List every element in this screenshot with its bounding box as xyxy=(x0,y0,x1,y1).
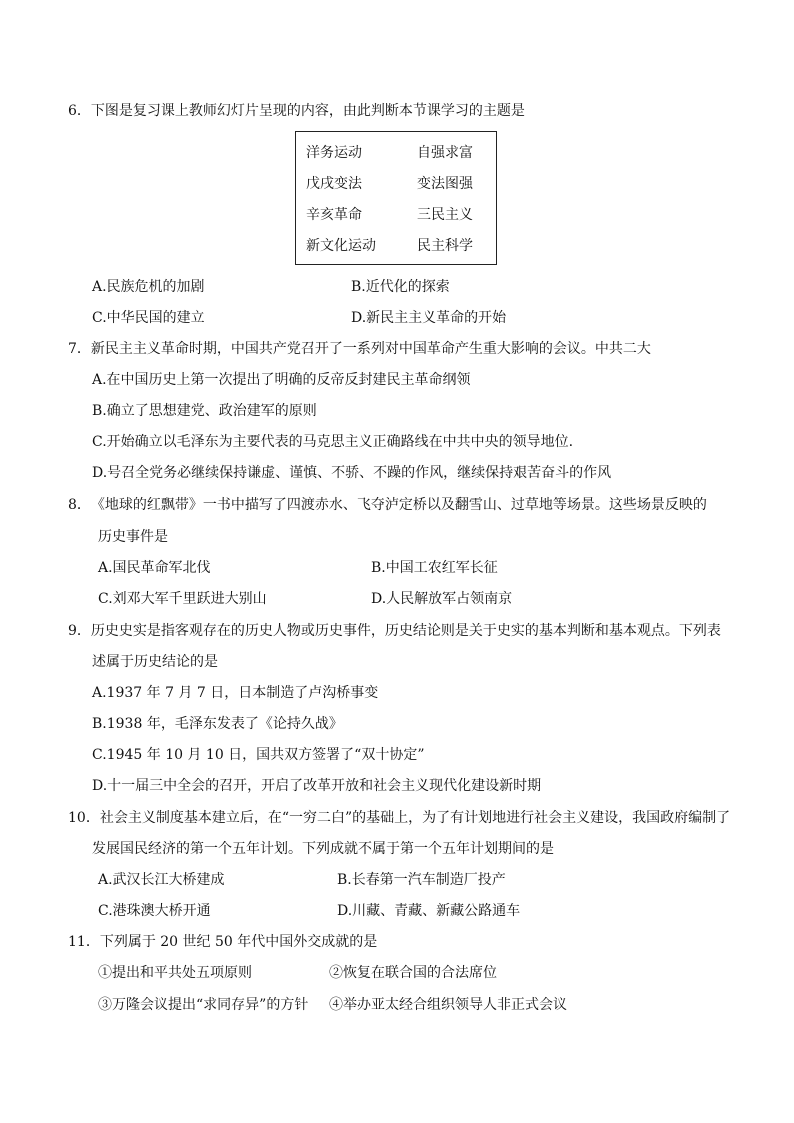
q8-option-b: B.中国工农红军长征 xyxy=(371,560,498,576)
q8-option-c: C.刘邓大军千里跃进大别山 xyxy=(98,591,267,607)
q10-stem-line1: 10．社会主义制度基本建立后，在“一穷二白”的基础上，为了有计划地进行社会主义建设，我国政府编制了 xyxy=(68,810,731,826)
q10-option-a: A.武汉长江大桥建成 xyxy=(98,872,225,888)
q11-stem: 11．下列属于 20 世纪 50 年代中国外交成就的是 xyxy=(68,934,378,950)
q11-item-3: ③万隆会议提出“求同存异”的方针 xyxy=(98,997,309,1013)
q9-option-b: B.1938 年，毛泽东发表了《论持久战》 xyxy=(92,716,343,732)
q9-option-d: D.十一届三中全会的召开，开启了改革开放和社会主义现代化建设新时期 xyxy=(92,778,542,794)
q7-option-d: D.号召全党务必继续保持谦虚、谨慎、不骄、不躁的作风，继续保持艰苦奋斗的作风 xyxy=(92,465,612,481)
q7-option-a: A.在中国历史上第一次提出了明确的反帝反封建民主革命纲领 xyxy=(92,372,471,388)
q8-stem-line2: 历史事件是 xyxy=(98,529,168,545)
q9-stem-line2: 述属于历史结论的是 xyxy=(92,654,218,670)
q7-stem: 7．新民主主义革命时期，中国共产党召开了一系列对中国革命产生重大影响的会议。中共二大 xyxy=(68,341,651,357)
q7-option-b: B.确立了思想建党、政治建军的原则 xyxy=(92,403,317,419)
q10-option-c: C.港珠澳大桥开通 xyxy=(98,903,211,919)
q7-option-c: C.开始确立以毛泽东为主要代表的马克思主义正确路线在中共中央的领导地位. xyxy=(92,434,574,450)
slide-cell: 辛亥革命 xyxy=(306,207,362,223)
slide-cell: 三民主义 xyxy=(417,207,473,223)
slide-cell: 戊戌变法 xyxy=(306,176,362,192)
q8-option-d: D.人民解放军占领南京 xyxy=(371,591,513,607)
q10-stem-line2: 发展国民经济的第一个五年计划。下列成就不属于第一个五年计划期间的是 xyxy=(92,841,554,857)
q11-item-2: ②恢复在联合国的合法席位 xyxy=(329,965,497,981)
q11-item-4: ④举办亚太经合组织领导人非正式会议 xyxy=(329,997,567,1013)
q10-option-d: D.川藏、青藏、新藏公路通车 xyxy=(337,903,521,919)
slide-cell: 变法图强 xyxy=(417,176,473,192)
q9-option-c: C.1945 年 10 月 10 日，国共双方签署了“双十协定” xyxy=(92,747,425,763)
q6-option-a: A.民族危机的加剧 xyxy=(92,279,205,295)
q8-option-a: A.国民革命军北伐 xyxy=(98,560,211,576)
q6-option-b: B.近代化的探索 xyxy=(351,279,450,295)
slide-cell: 自强求富 xyxy=(417,145,473,161)
slide-cell: 民主科学 xyxy=(417,238,473,254)
q10-option-b: B.长春第一汽车制造厂投产 xyxy=(337,872,506,888)
q6-option-c: C.中华民国的建立 xyxy=(92,310,205,326)
q6-option-d: D.新民主主义革命的开始 xyxy=(351,310,507,326)
q11-item-1: ①提出和平共处五项原则 xyxy=(98,965,252,981)
q8-stem-line1: 8． 《地球的红飘带》一书中描写了四渡赤水、飞夺泸定桥以及翻雪山、过草地等场景。这些场景反映的 xyxy=(68,497,707,513)
q9-option-a: A.1937 年 7 月 7 日，日本制造了卢沟桥事变 xyxy=(92,685,379,701)
q9-stem-line1: 9．历史史实是指客观存在的历史人物或历史事件，历史结论则是关于史实的基本判断和基本观点。下列表 xyxy=(68,623,721,639)
slide-content-box xyxy=(295,131,497,265)
slide-cell: 新文化运动 xyxy=(306,238,376,254)
q6-stem: 6．下图是复习课上教师幻灯片呈现的内容，由此判断本节课学习的主题是 xyxy=(68,103,525,119)
slide-cell: 洋务运动 xyxy=(306,145,362,161)
